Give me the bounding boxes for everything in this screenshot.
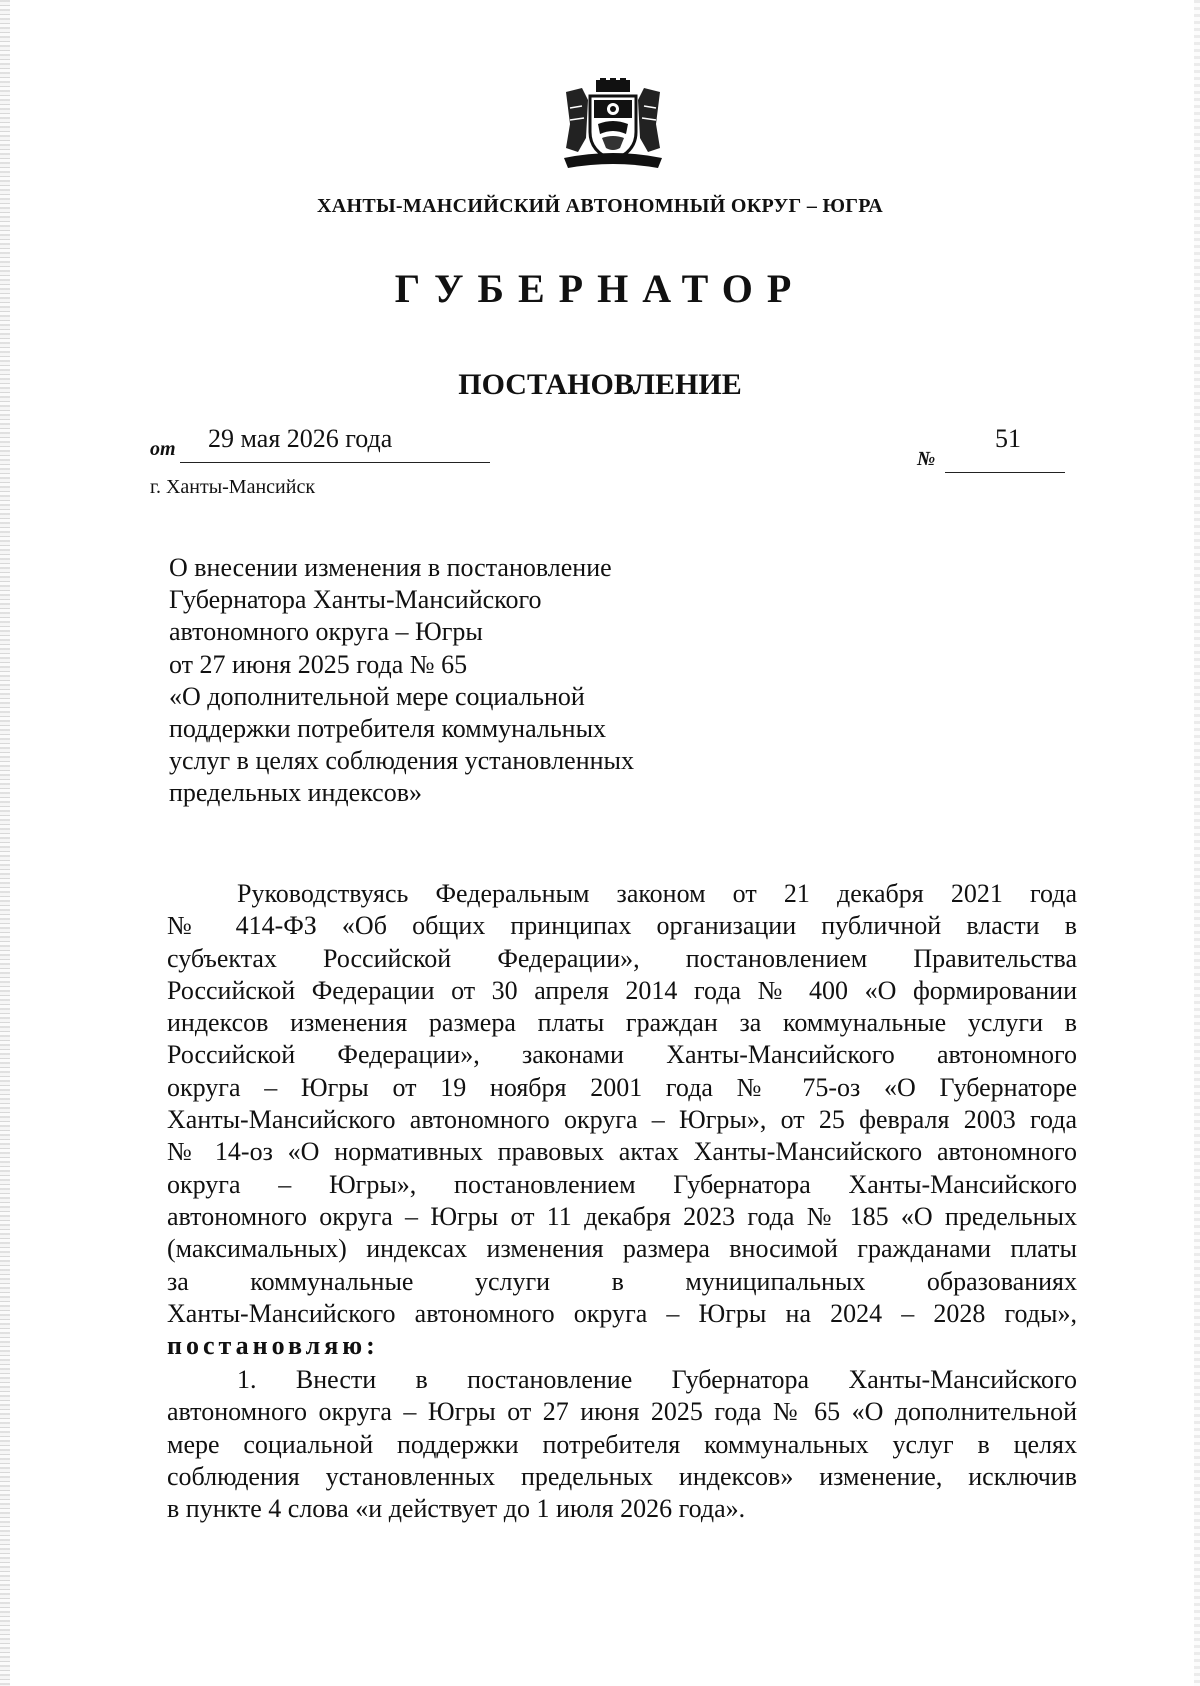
document-date: 29 мая 2026 года — [208, 424, 393, 453]
preamble-line: субъектах Российской Федерации», постановлением Правительства — [167, 943, 1077, 973]
preamble-line: № 414-ФЗ «Об общих принципах организации публичной власти в — [167, 911, 1077, 941]
preamble-line: автономного округа – Югры от 11 декабря 2023 года № 185 «О предельных — [167, 1201, 1077, 1231]
preamble-line: округа – Югры от 19 ноября 2001 года № 75-оз «О Губернаторе — [167, 1072, 1077, 1102]
preamble-line: Российской Федерации от 30 апреля 2014 года № 400 «О формировании — [167, 975, 1077, 1005]
number-label: № — [917, 448, 936, 470]
title-line: автономного округа – Югры — [169, 617, 483, 647]
item-line: мере социальной поддержки потребителя коммунальных услуг в целях — [167, 1429, 1077, 1459]
number-underline — [945, 472, 1065, 473]
date-label: от — [150, 438, 176, 460]
preamble-line: Руководствуясь Федеральным законом от 21 декабря 2021 года — [237, 879, 1077, 908]
document-type: ПОСТАНОВЛЕНИЕ — [458, 368, 742, 401]
title-line: от 27 июня 2025 года № 65 — [169, 649, 468, 679]
coat-of-arms-icon — [560, 78, 666, 170]
document-title — [169, 552, 729, 810]
authority-title: ГУБЕРНАТОР — [394, 266, 806, 311]
preamble-line: округа – Югры», постановлением Губернатора Ханты-Мансийского — [167, 1169, 1077, 1199]
preamble-line: (максимальных) индексах изменения размера вносимой гражданами платы — [167, 1234, 1077, 1264]
title-line: предельных индексов» — [169, 778, 422, 808]
preamble-line: за коммунальные услуги в муниципальных образованиях — [167, 1266, 1077, 1296]
scan-edge — [1194, 0, 1200, 1686]
preamble-line: Ханты-Мансийского автономного округа – Югры на 2024 – 2028 годы», — [167, 1298, 1077, 1328]
preamble-line: Ханты-Мансийского автономного округа – Югры», от 25 февраля 2003 года — [167, 1105, 1077, 1135]
item-line: соблюдения установленных предельных индексов» изменение, исключив — [167, 1461, 1077, 1491]
document-number: 51 — [995, 424, 1021, 453]
preamble-line: № 14-оз «О нормативных правовых актах Ханты-Мансийского автономного — [167, 1137, 1077, 1167]
city: г. Ханты-Мансийск — [150, 476, 316, 498]
title-line: Губернатора Ханты-Мансийского — [169, 585, 542, 615]
date-underline — [180, 462, 490, 463]
preamble-line: индексов изменения размера платы граждан за коммунальные услуги в — [167, 1008, 1077, 1038]
item-1-paragraph — [167, 1364, 1077, 1525]
title-line: О внесении изменения в постановление — [169, 553, 612, 582]
preamble-line: Российской Федерации», законами Ханты-Мансийского автономного — [167, 1040, 1077, 1070]
title-line: «О дополнительной мере социальной — [169, 681, 585, 711]
title-line: услуг в целях соблюдения установленных — [169, 746, 635, 776]
preamble-paragraph — [167, 878, 1077, 1362]
region-name: ХАНТЫ-МАНСИЙСКИЙ АВТОНОМНЫЙ ОКРУГ – ЮГРА — [317, 195, 883, 217]
item-line: автономного округа – Югры от 27 июня 2025 года № 65 «О дополнительной — [167, 1397, 1077, 1427]
decree-word: постановляю: — [167, 1331, 379, 1361]
scan-edge — [0, 0, 10, 1686]
item-line: 1. Внести в постановление Губернатора Ханты-Мансийского — [237, 1365, 1077, 1394]
title-line: поддержки потребителя коммунальных — [169, 714, 607, 744]
item-line: в пункте 4 слова «и действует до 1 июля 2026 года». — [167, 1494, 746, 1524]
